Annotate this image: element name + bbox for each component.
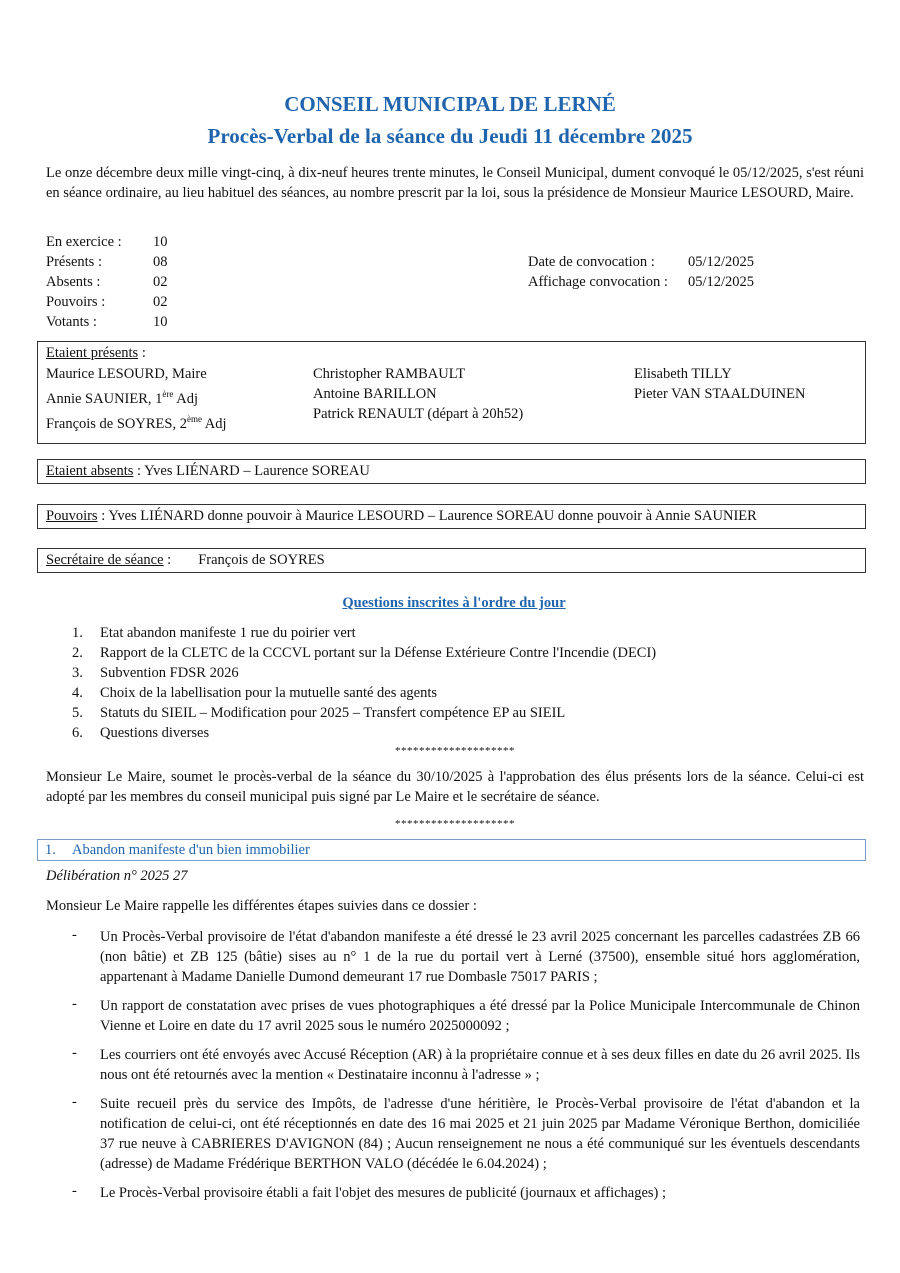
stat-label-absents: Absents : — [46, 274, 101, 290]
stat-label-exercice: En exercice : — [46, 234, 122, 250]
stat-value-exercice: 10 — [153, 234, 168, 250]
present-member: Maurice LESOURD, Maire — [46, 366, 207, 382]
convocation-date-label: Date de convocation : — [528, 254, 655, 270]
agenda-title: Questions inscrites à l'ordre du jour — [342, 595, 566, 611]
approval-paragraph: Monsieur Le Maire, soumet le procès-verbal de la séance du 30/10/2025 à l'approbation des élus présents lors de la séance. Celui-ci est adopté par les membres du conseil municipal puis signé par Le Maire et le secrétaire de séance. — [46, 769, 864, 805]
absents-label: Etaient absents — [46, 463, 134, 479]
presents-column-2 — [313, 364, 523, 424]
present-member: François de SOYRES, 2ème Adj — [46, 413, 227, 432]
presents-label-suffix: : — [138, 345, 146, 361]
convocation-affichage-label: Affichage convocation : — [528, 274, 668, 290]
step-item: Suite recueil près du service des Impôts, de l'adresse d'une héritière, le Procès-Verbal provisoire de l'état d'abandon et la notification de celui-ci, ont été réceptionnés en date des 16 mai 2025 et 21 juin 2025 par Madame Véronique Berthon, domiciliée 37 rue neuve à CABRIERES D'AVIGNON (84) ; Aucun renseignement ne nous a été communiqué sur les éventuels descendants (adresse) de Madame Frédérique BERTHON VALO (décédée le 6.04.2024) ; — [100, 1096, 860, 1172]
secretaire-sep: : — [163, 552, 172, 568]
step-item: Le Procès-Verbal provisoire établi a fait l'objet des mesures de publicité (journaux et affichages) ; — [100, 1185, 667, 1201]
presents-heading — [46, 345, 146, 362]
stat-value-presents: 08 — [153, 254, 168, 270]
present-member: Annie SAUNIER, 1ère Adj — [46, 389, 198, 407]
stat-value-votants: 10 — [153, 314, 168, 330]
present-member: Elisabeth TILLY — [634, 366, 732, 382]
presents-column-3 — [634, 364, 806, 404]
present-member: Christopher RAMBAULT — [313, 366, 466, 382]
secretaire-name: François de SOYRES — [198, 552, 325, 568]
stat-label-presents: Présents : — [46, 254, 102, 270]
deliberation-number: Délibération n° 2025 27 — [46, 868, 188, 884]
present-member: Antoine BARILLON — [313, 386, 437, 402]
present-member: Patrick RENAULT (départ à 20h52) — [313, 406, 524, 422]
section-1-number: 1. — [45, 842, 56, 858]
step-item: Un rapport de constatation avec prises de vues photographiques a été dressé par la Police Municipale Intercommunale de Chinon Vienne et Loire en date du 17 avril 2025 sous le numéro 2025000092 ; — [100, 998, 860, 1034]
presents-label: Etaient présents — [46, 345, 139, 361]
agenda-item: 3. Subvention FDSR 2026 — [72, 665, 239, 681]
page-subtitle: Procès-Verbal de la séance du Jeudi 11 décembre 2025 — [207, 124, 693, 148]
absents-text: : Yves LIÉNARD – Laurence SOREAU — [133, 463, 370, 479]
pouvoirs-box — [37, 504, 866, 529]
presents-column-1 — [46, 364, 227, 434]
agenda-item: 6. Questions diverses — [72, 725, 210, 741]
page-title: CONSEIL MUNICIPAL DE LERNÉ — [284, 92, 616, 116]
bullet-dash: - — [72, 1045, 77, 1061]
section-1-intro: Monsieur Le Maire rappelle les différentes étapes suivies dans ce dossier : — [46, 898, 477, 914]
agenda-item: 2. Rapport de la CLETC de la CCCVL portant sur la Défense Extérieure Contre l'Incendie (DECI) — [72, 645, 657, 661]
present-member: Pieter VAN STAALDUINEN — [634, 386, 806, 402]
pouvoirs-label: Pouvoirs — [46, 508, 98, 524]
section-1-header — [37, 839, 866, 861]
secretaire-label: Secrétaire de séance — [46, 552, 164, 568]
secretaire-box — [37, 548, 866, 573]
step-item: Les courriers ont été envoyés avec Accusé Réception (AR) à la propriétaire connue et à ses deux filles en date du 26 avril 2025. Ils nous ont été retournés avec la mention « Destinataire inconnu à l'adresse » ; — [100, 1047, 860, 1083]
bullet-dash: - — [72, 927, 77, 943]
section-1-title: Abandon manifeste d'un bien immobilier — [72, 842, 310, 858]
bullet-dash: - — [72, 1183, 77, 1199]
separator-stars: ******************** — [395, 818, 515, 830]
stat-label-votants: Votants : — [46, 314, 97, 330]
intro-paragraph: Le onze décembre deux mille vingt-cinq, à dix-neuf heures trente minutes, le Conseil Municipal, dument convoqué le 05/12/2025, s'est réuni en séance ordinaire, au lieu habituel des séances, au nombre prescrit par la loi, sous la présidence de Monsieur Maurice LESOURD, Maire. — [46, 165, 864, 201]
pouvoirs-text: : Yves LIÉNARD donne pouvoir à Maurice LESOURD – Laurence SOREAU donne pouvoir à Annie SAUNIER — [97, 508, 757, 524]
stat-label-pouvoirs: Pouvoirs : — [46, 294, 106, 310]
agenda-item: 1. Etat abandon manifeste 1 rue du poirier vert — [72, 625, 356, 641]
stat-value-pouvoirs: 02 — [153, 294, 168, 310]
agenda-item: 5. Statuts du SIEIL – Modification pour 2025 – Transfert compétence EP au SIEIL — [72, 705, 566, 721]
stat-value-absents: 02 — [153, 274, 168, 290]
bullet-dash: - — [72, 1094, 77, 1110]
absents-box — [37, 459, 866, 484]
step-item: Un Procès-Verbal provisoire de l'état d'abandon manifeste a été dressé le 23 avril 2025 concernant les parcelles cadastrées ZB 66 (non bâtie) et ZB 125 (bâtie) sises au n° 1 de la rue du portail vert à Lerné (37500), ensemble situé hors agglomération, appartenant à Madame Danielle Dumond demeurant 17 rue Dombasle 75017 PARIS ; — [100, 929, 860, 985]
agenda-item: 4. Choix de la labellisation pour la mutuelle santé des agents — [72, 685, 438, 701]
bullet-dash: - — [72, 996, 77, 1012]
separator-stars: ******************** — [395, 745, 515, 757]
convocation-affichage-value: 05/12/2025 — [688, 274, 755, 290]
convocation-date-value: 05/12/2025 — [688, 254, 755, 270]
